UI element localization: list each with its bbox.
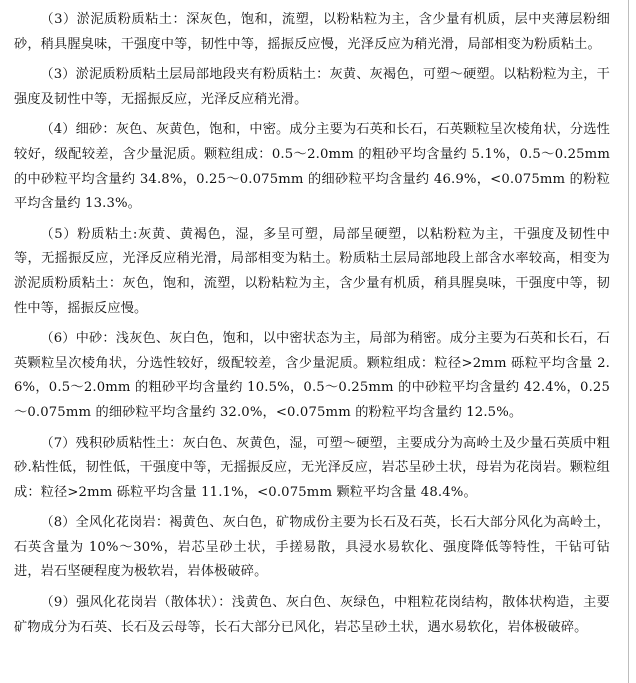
paragraph-strongly-weathered-granite-9: （9）强风化花岗岩（散体状）：浅黄色、灰白色、灰绿色，中粗粒花岗结构，散体状构造，主要矿物成分为石英、长石及云母等，长石大部分已风化，岩芯呈砂土状，遇水易软化，岩体极破碎。: [14, 595, 610, 635]
paragraph-fine-sand-4: （4）细砂：灰色、灰黄色，饱和，中密。成分主要为石英和长石，石英颗粒呈次棱角状，分选性较好，级配较差，含少量泥质。颗粒组成：0.5～2.0mm 的粗砂平均含量约 5.1%，0.5～0.25mm 的中砂粒平均含量约 34.8%，0.25～0.075mm 的细砂粒平均含量约 46.9%，<0.075mm 的粉粒平均含量约 13.3%。: [14, 122, 610, 212]
paragraph-completely-weathered-granite-8: （8）全风化花岗岩：褐黄色、灰白色，矿物成份主要为长石及石英，长石大部分风化为高岭土，石英含量为 10%～30%，岩芯呈砂土状，手搓易散，具浸水易软化、强度降低等特性，干钻可钻进，岩石坚硬程度为极软岩，岩体极破碎。: [14, 515, 610, 580]
paragraph-medium-sand-6: （6）中砂：浅灰色、灰白色，饱和，以中密状态为主，局部为稍密。成分主要为石英和长石，石英颗粒呈次棱角状，分选性较好，级配较差，含少量泥质。颗粒组成：粒径>2mm 砾粒平均含量 2.6%，0.5～2.0mm 的粗砂平均含量约 10.5%，0.5～0.25mm 的中砂粒平均含量约 42.4%，0.25～0.075mm 的细砂粒平均含量约 32.0%，<0.075mm 的粉粒平均含量约 12.5%。: [14, 331, 610, 420]
page-edge-rule: [628, 0, 629, 683]
paragraph-residual-soil-7: （7）残积砂质粘性土：灰白色、灰黄色，湿，可塑～硬塑，主要成分为高岭土及少量石英质中粗砂.粘性低，韧性低，干强度中等，无摇振反应，无光泽反应，岩芯呈砂土状，母岩为花岗岩。颗粒组成：粒径>2mm 砾粒平均含量 11.1%，<0.075mm 颗粒平均含量 48.4%。: [14, 435, 610, 500]
paragraph-silty-clay-3-interlayer: （3）淤泥质粉质粘土层局部地段夹有粉质粘土：灰黄、灰褐色，可塑～硬塑。以粘粉粒为主，干强度及韧性中等，无摇振反应，光泽反应稍光滑。: [14, 67, 610, 107]
paragraph-silty-clay-5: （5）粉质粘土:灰黄、黄褐色，湿，多呈可塑，局部呈硬塑，以粘粉粒为主，干强度及韧性中等，无摇振反应，光泽反应稍光滑，局部相变为粘土。粉质粘土层局部地段上部含水率较高，相变为淤泥质粉质粘土：灰色，饱和，流塑，以粉粘粒为主，含少量有机质，稍具腥臭味，干强度中等，韧性中等，摇振反应慢。: [14, 226, 610, 316]
document-body: [14, 8, 610, 646]
paragraph-silty-clay-3: （3）淤泥质粉质粘土：深灰色，饱和，流塑，以粉粘粒为主，含少量有机质，层中夹薄层粉细砂，稍具腥臭味，干强度中等，韧性中等，摇振反应慢，光泽反应为稍光滑，局部相变为粉质粘土。: [14, 12, 610, 52]
